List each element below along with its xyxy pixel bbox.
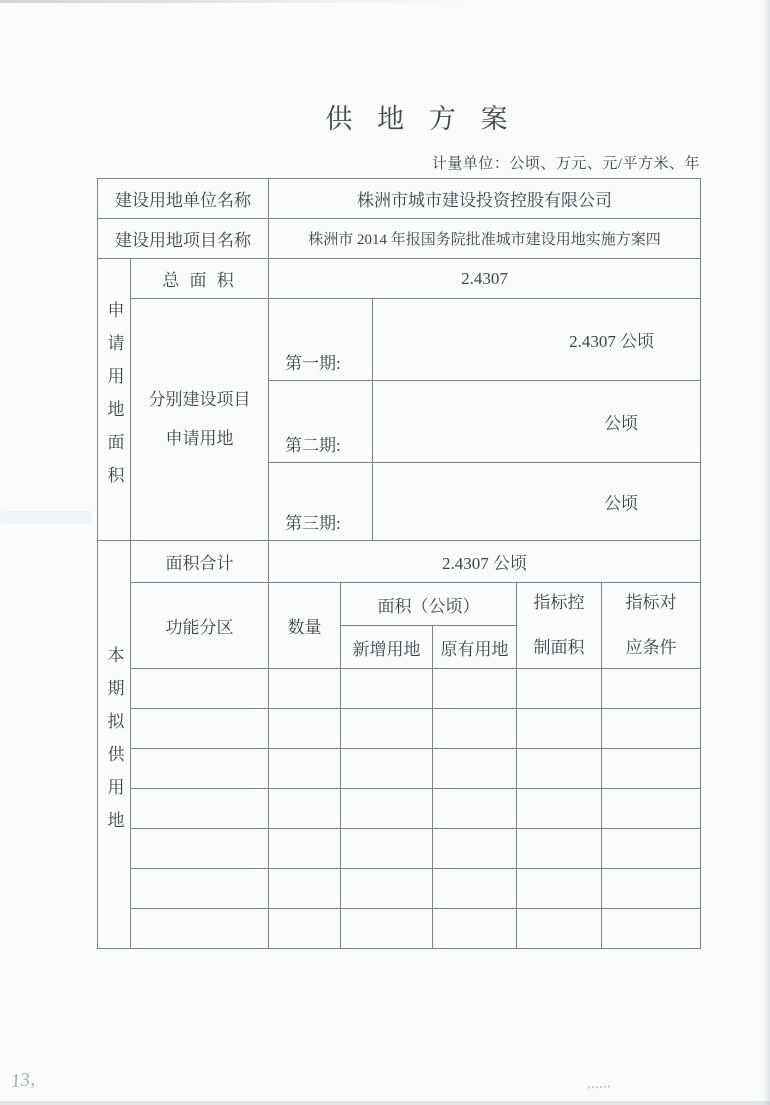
empty-area-existing-cell xyxy=(433,909,517,949)
split-projects-label-cell xyxy=(131,299,269,541)
empty-function-zone-cell xyxy=(131,669,269,709)
empty-quantity-cell xyxy=(269,829,341,869)
empty-area-existing-cell xyxy=(433,749,517,789)
phase-1-label-cell: 第一期: xyxy=(269,299,373,381)
empty-function-zone-cell xyxy=(131,789,269,829)
total-area-row xyxy=(98,259,701,299)
split-projects-label-line1: 分别建设项目 xyxy=(148,390,251,410)
empty-indicator-control-cell xyxy=(517,669,602,709)
empty-indicator-condition-cell xyxy=(602,709,701,749)
empty-row xyxy=(98,709,701,749)
empty-row xyxy=(98,829,701,869)
empty-function-zone-cell xyxy=(131,829,269,869)
area-total-label-cell: 面积合计 xyxy=(131,541,269,583)
function-zone-header-cell: 功能分区 xyxy=(131,583,269,669)
area-total-value-cell: 2.4307 公顷 xyxy=(269,541,701,583)
land-supply-table xyxy=(97,178,701,949)
empty-indicator-condition-cell xyxy=(602,669,701,709)
empty-function-zone-cell xyxy=(131,749,269,789)
area-group-header-cell: 面积（公顷） xyxy=(341,583,517,626)
quantity-header-cell: 数量 xyxy=(269,583,341,669)
indicator-condition-header-cell xyxy=(602,583,701,669)
phase-3-value-cell: 公顷 xyxy=(373,463,701,541)
indicator-control-header-cell xyxy=(517,583,602,669)
scan-bottom-shadow xyxy=(0,1101,770,1105)
unit-name-row xyxy=(98,179,701,219)
empty-row xyxy=(98,749,701,789)
empty-area-new-cell xyxy=(341,789,433,829)
empty-quantity-cell xyxy=(269,669,341,709)
empty-quantity-cell xyxy=(269,749,341,789)
indicator-control-line1: 指标控 xyxy=(533,592,585,612)
project-name-label-cell: 建设用地项目名称 xyxy=(98,219,269,259)
empty-quantity-cell xyxy=(269,869,341,909)
empty-area-existing-cell xyxy=(433,869,517,909)
supply-section-side-label: 本期拟供用地 xyxy=(98,541,131,949)
indicator-control-line2: 制面积 xyxy=(533,637,585,657)
handwritten-page-number: 13, xyxy=(9,1068,36,1093)
area-new-header-cell: 新增用地 xyxy=(341,626,433,669)
empty-indicator-condition-cell xyxy=(602,829,701,869)
empty-quantity-cell xyxy=(269,709,341,749)
phase-2-label-cell: 第二期: xyxy=(269,381,373,463)
empty-area-existing-cell xyxy=(433,709,517,749)
empty-function-zone-cell xyxy=(131,909,269,949)
empty-quantity-cell xyxy=(269,789,341,829)
area-total-row xyxy=(98,541,701,583)
split-projects-label-line2: 申请用地 xyxy=(165,429,234,448)
unit-name-value-cell: 株洲市城市建设投资控股有限公司 xyxy=(269,179,701,219)
empty-area-new-cell xyxy=(341,829,433,869)
empty-indicator-condition-cell xyxy=(602,789,701,829)
empty-row xyxy=(98,909,701,949)
project-name-value-cell: 株洲市 2014 年报国务院批准城市建设用地实施方案四 xyxy=(269,219,701,259)
page-title: 供 地 方 案 xyxy=(325,104,517,134)
scan-smudge xyxy=(0,511,92,524)
empty-quantity-cell xyxy=(269,909,341,949)
phase-1-value-cell: 2.4307 公顷 xyxy=(373,299,701,381)
phase-3-label-cell: 第三期: xyxy=(269,463,373,541)
empty-row xyxy=(98,669,701,709)
empty-area-new-cell xyxy=(341,709,433,749)
empty-area-existing-cell xyxy=(433,829,517,869)
empty-indicator-control-cell xyxy=(517,909,602,949)
empty-area-new-cell xyxy=(341,869,433,909)
empty-indicator-condition-cell xyxy=(602,869,701,909)
supply-header-row-1 xyxy=(98,583,701,626)
empty-row xyxy=(98,869,701,909)
empty-area-new-cell xyxy=(341,669,433,709)
empty-indicator-control-cell xyxy=(517,869,602,909)
measurement-unit-note: 计量单位：公顷、万元、元/平方米、年 xyxy=(431,156,700,172)
empty-indicator-control-cell xyxy=(517,749,602,789)
empty-indicator-control-cell xyxy=(517,789,602,829)
empty-indicator-condition-cell xyxy=(602,909,701,949)
unit-name-label-cell: 建设用地单位名称 xyxy=(98,179,269,219)
scan-edge-shadow xyxy=(762,0,770,1105)
phase-1-row xyxy=(98,299,701,381)
application-section-side-label: 申请用地面积 xyxy=(98,259,131,541)
phase-2-value-cell: 公顷 xyxy=(373,381,701,463)
empty-function-zone-cell xyxy=(131,709,269,749)
empty-area-existing-cell xyxy=(433,789,517,829)
scan-pencil-mark xyxy=(588,1085,610,1091)
empty-area-new-cell xyxy=(341,749,433,789)
indicator-condition-line1: 指标对 xyxy=(625,592,677,612)
area-existing-header-cell: 原有用地 xyxy=(433,626,517,669)
empty-indicator-condition-cell xyxy=(602,749,701,789)
empty-indicator-control-cell xyxy=(517,829,602,869)
empty-row xyxy=(98,789,701,829)
empty-function-zone-cell xyxy=(131,869,269,909)
empty-area-existing-cell xyxy=(433,669,517,709)
total-area-label-cell: 总 面 积 xyxy=(131,259,269,299)
empty-indicator-control-cell xyxy=(517,709,602,749)
indicator-condition-line2: 应条件 xyxy=(625,637,677,657)
empty-area-new-cell xyxy=(341,909,433,949)
scan-edge-artifact xyxy=(0,0,470,3)
total-area-value-cell: 2.4307 xyxy=(269,259,701,299)
project-name-row xyxy=(98,219,701,259)
